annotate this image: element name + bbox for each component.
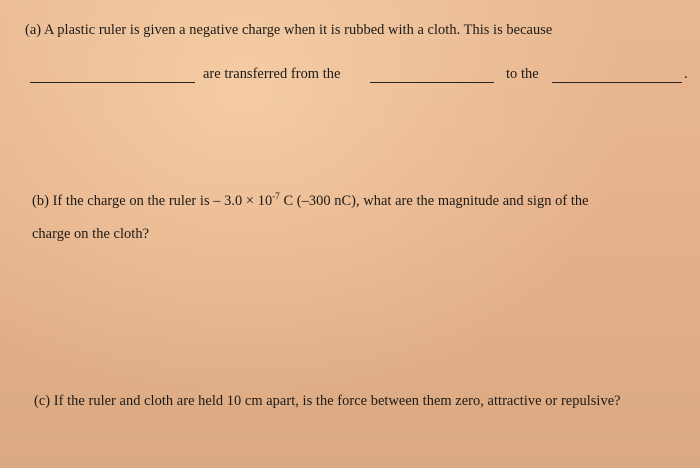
question-a-fragment-1: are transferred from the bbox=[203, 66, 341, 82]
question-b-text-before: (b) If the charge on the ruler is – 3.0 × 10 bbox=[32, 193, 273, 209]
question-a-fragment-2: to the bbox=[506, 66, 539, 82]
question-c-text: (c) If the ruler and cloth are held 10 cm apart, is the force between them zero, attractive or repulsive? bbox=[34, 393, 621, 409]
question-a-period: . bbox=[684, 66, 688, 82]
question-a-blanks-row bbox=[30, 66, 700, 88]
answer-blank-3[interactable] bbox=[552, 82, 682, 83]
question-b-line-2: charge on the cloth? bbox=[32, 226, 150, 242]
question-b-exponent: -7 bbox=[272, 191, 280, 202]
question-b-line-1 bbox=[32, 193, 589, 210]
question-a-text: (a) A plastic ruler is given a negative charge when it is rubbed with a cloth. This is because bbox=[25, 22, 553, 38]
answer-blank-1[interactable] bbox=[30, 82, 195, 83]
answer-blank-2[interactable] bbox=[370, 82, 494, 83]
question-b-text-after: C (–300 nC), what are the magnitude and sign of the bbox=[279, 193, 589, 209]
